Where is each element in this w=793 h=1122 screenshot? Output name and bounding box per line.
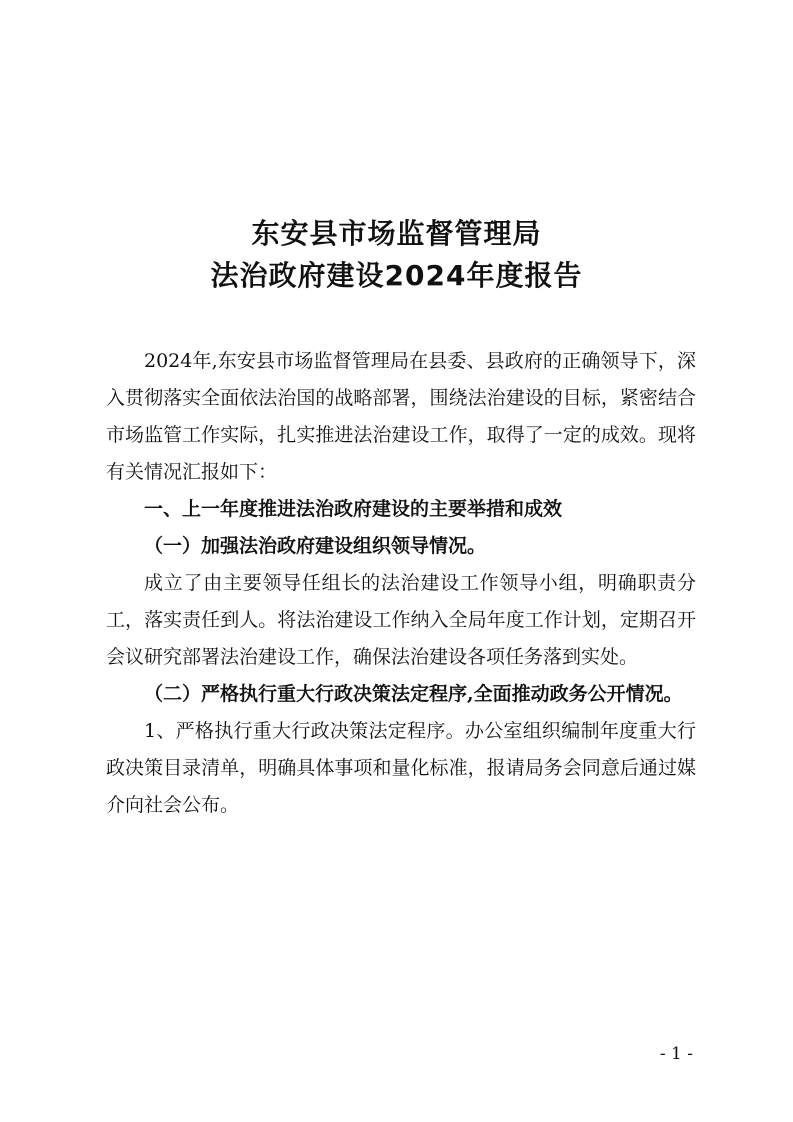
intro-paragraph: 2024年,东安县市场监督管理局在县委、县政府的正确领导下，深入贯彻落实全面依法治国的战略部署，围绕法治建设的目标，紧密结合市场监管工作实际，扎实推进法治建设工作，取得了一定的成效。现将有关情况汇报如下： [106,350,696,483]
page-number: - 1 - [659,1044,693,1064]
subsection-heading-1: （一）加强法治政府建设组织领导情况。 [144,535,487,557]
subsection-1-paragraph: 成立了由主要领导任组长的法治建设工作领导小组，明确职责分工，落实责任到人。将法治建设工作纳入全局年度工作计划，定期召开会议研究部署法治建设工作，确保法治建设各项任务落到实处。 [106,572,696,668]
document-body [106,343,696,824]
item-1-paragraph: 1、严格执行重大行政决策法定程序。办公室组织编制年度重大行政决策目录清单，明确具体事项和量化标准，报请局务会同意后通过媒介向社会公布。 [106,720,696,816]
document-title [0,213,793,297]
subsection-heading-2: （二）严格执行重大行政决策法定程序,全面推动政务公开情况。 [144,683,683,705]
title-line-2: 法治政府建设2024年度报告 [210,259,583,292]
title-line-1: 东安县市场监督管理局 [251,217,542,250]
section-heading-1: 一、上一年度推进法治政府建设的主要举措和成效 [144,498,563,520]
